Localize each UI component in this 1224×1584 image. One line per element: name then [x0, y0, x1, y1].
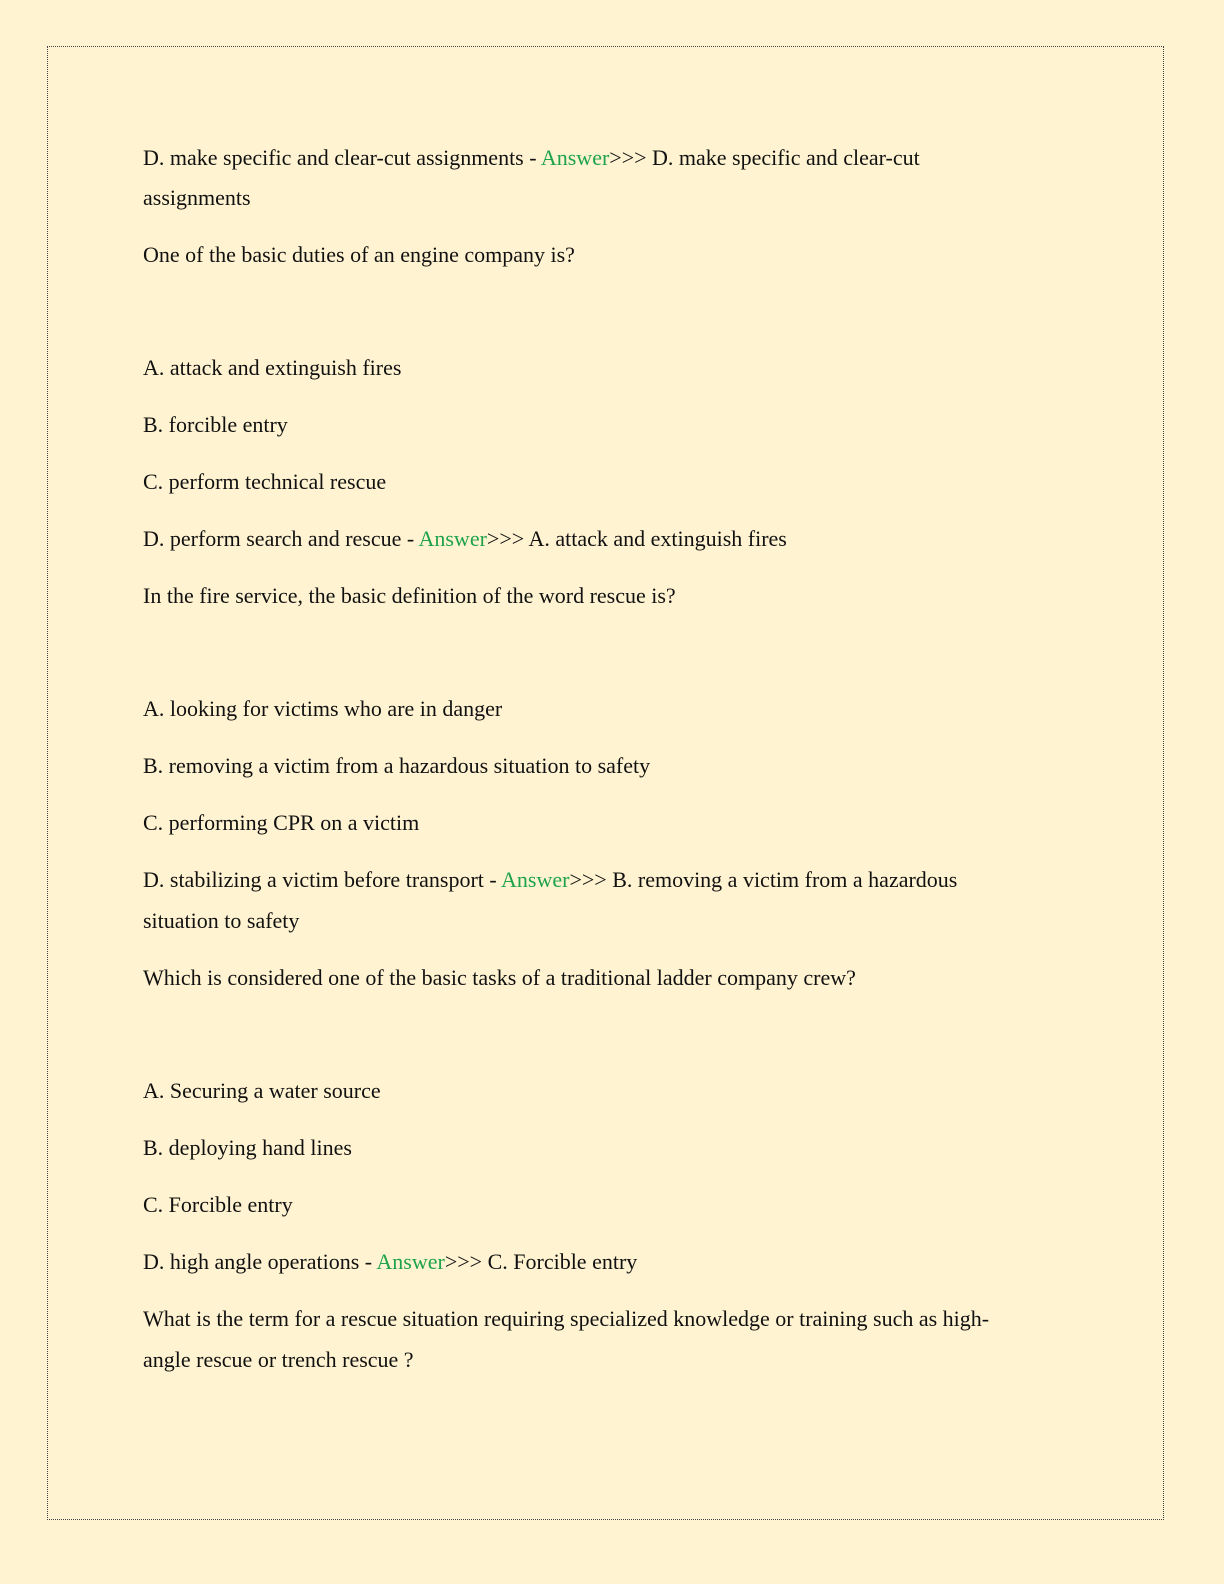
- option-a: A. Securing a water source: [143, 1078, 381, 1103]
- answer-line: [143, 1241, 637, 1282]
- answer-arrows: >>>: [444, 1249, 488, 1274]
- option-b: B. forcible entry: [143, 412, 288, 437]
- question-text: One of the basic duties of an engine company is?: [143, 242, 575, 267]
- answer-line: [143, 859, 957, 900]
- answer-continuation: assignments: [143, 185, 251, 210]
- option-text: D. make specific and clear-cut assignments -: [143, 145, 541, 170]
- answer-label: Answer: [540, 145, 610, 170]
- answer-text: D. make specific and clear-cut: [652, 145, 920, 170]
- option-b: B. removing a victim from a hazardous situation to safety: [143, 753, 651, 778]
- option-a: A. looking for victims who are in danger: [143, 696, 503, 721]
- answer-line: [143, 137, 920, 178]
- answer-text: C. Forcible entry: [487, 1249, 638, 1274]
- question-text: In the fire service, the basic definition of the word rescue is?: [143, 583, 676, 608]
- answer-label: Answer: [376, 1249, 445, 1274]
- option-c: C. performing CPR on a victim: [143, 810, 420, 835]
- question-continuation: angle rescue or trench rescue ?: [143, 1347, 414, 1372]
- answer-arrows: >>>: [486, 526, 529, 551]
- answer-label: Answer: [501, 867, 570, 892]
- option-c: C. perform technical rescue: [143, 469, 387, 494]
- answer-text: B. removing a victim from a hazardous: [612, 867, 958, 892]
- answer-label: Answer: [418, 526, 487, 551]
- question-text: What is the term for a rescue situation requiring specialized knowledge or training such as high-: [143, 1306, 990, 1331]
- option-text: D. perform search and rescue -: [143, 526, 419, 551]
- answer-line: [143, 518, 787, 559]
- answer-text: A. attack and extinguish fires: [528, 526, 787, 551]
- answer-arrows: >>>: [609, 145, 653, 170]
- question-text: Which is considered one of the basic tasks of a traditional ladder company crew?: [143, 965, 856, 990]
- answer-arrows: >>>: [569, 867, 613, 892]
- option-text: D. stabilizing a victim before transport -: [143, 867, 502, 892]
- answer-continuation: situation to safety: [143, 908, 300, 933]
- option-b: B. deploying hand lines: [143, 1135, 352, 1160]
- option-c: C. Forcible entry: [143, 1192, 293, 1217]
- option-text: D. high angle operations -: [143, 1249, 377, 1274]
- option-a: A. attack and extinguish fires: [143, 355, 402, 380]
